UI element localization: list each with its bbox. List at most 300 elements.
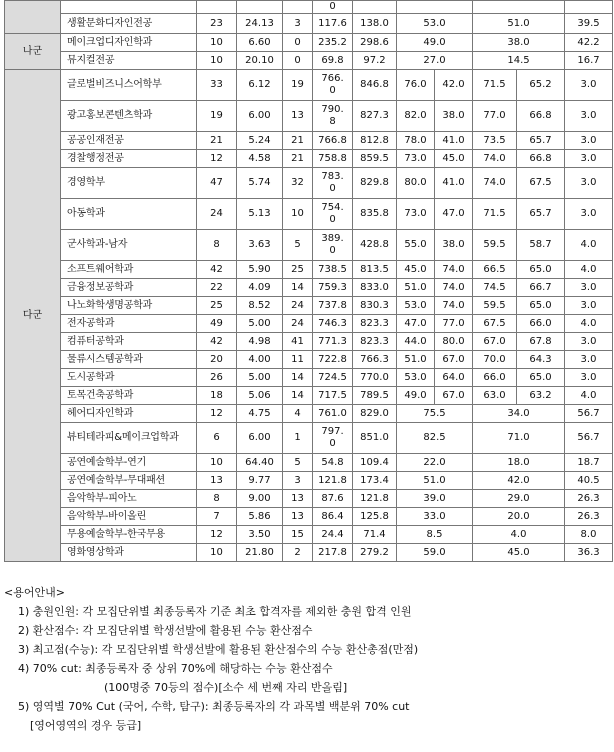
value-cell: 851.0 [353, 423, 397, 454]
group-cell: 나군 [5, 34, 61, 70]
department-cell: 공연예술학부-연기 [61, 454, 197, 472]
table-body [5, 1, 613, 562]
value-cell: 45.0 [473, 544, 565, 562]
table-row [5, 454, 613, 472]
note-2: 2) 환산점수: 각 모집단위별 학생선발에 활용된 수능 환산점수 [18, 624, 313, 637]
value-cell: 14 [283, 369, 313, 387]
value-cell: 8.52 [237, 297, 283, 315]
value-cell: 54.8 [313, 454, 353, 472]
value-cell: 63.0 [473, 387, 517, 405]
value-cell: 13 [283, 508, 313, 526]
value-cell: 790. 8 [313, 101, 353, 132]
value-cell: 121.8 [353, 490, 397, 508]
value-cell [237, 1, 283, 14]
value-cell: 70.0 [473, 351, 517, 369]
value-cell: 0 [283, 34, 313, 52]
glossary-notes [4, 583, 610, 735]
value-cell: 53.0 [397, 297, 435, 315]
value-cell: 73.0 [397, 199, 435, 230]
table-row [5, 101, 613, 132]
value-cell: 13 [197, 472, 237, 490]
value-cell: 42.0 [435, 70, 473, 101]
value-cell: 86.4 [313, 508, 353, 526]
value-cell: 66.8 [517, 150, 565, 168]
value-cell: 41 [283, 333, 313, 351]
value-cell: 3.0 [565, 70, 613, 101]
department-cell: 도시공학과 [61, 369, 197, 387]
table-row [5, 387, 613, 405]
value-cell [353, 1, 397, 14]
value-cell: 39.0 [397, 490, 473, 508]
value-cell: 3.0 [565, 150, 613, 168]
value-cell [283, 1, 313, 14]
value-cell: 64.0 [435, 369, 473, 387]
value-cell: 67.0 [473, 333, 517, 351]
value-cell: 33.0 [397, 508, 473, 526]
note-4: 4) 70% cut: 최종등록자 중 상위 70%에 해당하는 수능 환산점수 [18, 662, 333, 675]
value-cell: 75.5 [397, 405, 473, 423]
value-cell: 11 [283, 351, 313, 369]
glossary-heading: <용어안내> [4, 586, 65, 599]
value-cell: 63.2 [517, 387, 565, 405]
value-cell: 29.0 [473, 490, 565, 508]
value-cell: 12 [197, 526, 237, 544]
value-cell: 823.3 [353, 315, 397, 333]
value-cell: 40.5 [565, 472, 613, 490]
value-cell: 4.0 [565, 230, 613, 261]
value-cell: 53.0 [397, 369, 435, 387]
value-cell: 16.7 [565, 52, 613, 70]
table-row [5, 52, 613, 70]
value-cell: 82.0 [397, 101, 435, 132]
value-cell: 65.2 [517, 70, 565, 101]
value-cell: 64.40 [237, 454, 283, 472]
value-cell: 74.0 [473, 168, 517, 199]
value-cell: 42.2 [565, 34, 613, 52]
value-cell: 125.8 [353, 508, 397, 526]
value-cell: 173.4 [353, 472, 397, 490]
value-cell: 71.0 [473, 423, 565, 454]
value-cell: 14.5 [473, 52, 565, 70]
table-row [5, 132, 613, 150]
department-cell: 군사학과-남자 [61, 230, 197, 261]
value-cell: 8 [197, 230, 237, 261]
value-cell: 717.5 [313, 387, 353, 405]
value-cell: 53.0 [397, 14, 473, 34]
value-cell: 45.0 [397, 261, 435, 279]
note-5: 5) 영역별 70% Cut (국어, 수학, 탐구): 최종등록자의 각 과목별 백분위 70% cut [18, 700, 410, 713]
department-cell: 음악학부-바이올린 [61, 508, 197, 526]
value-cell: 24.13 [237, 14, 283, 34]
value-cell: 9.00 [237, 490, 283, 508]
value-cell: 47 [197, 168, 237, 199]
department-cell: 컴퓨터공학과 [61, 333, 197, 351]
value-cell: 5.24 [237, 132, 283, 150]
value-cell: 389. 0 [313, 230, 353, 261]
value-cell: 789.5 [353, 387, 397, 405]
department-cell: 토목건축공학과 [61, 387, 197, 405]
table-row [5, 472, 613, 490]
value-cell: 9.77 [237, 472, 283, 490]
value-cell: 8 [197, 490, 237, 508]
value-cell: 10 [197, 544, 237, 562]
table-row [5, 230, 613, 261]
value-cell: 18 [197, 387, 237, 405]
department-cell: 물류시스템공학과 [61, 351, 197, 369]
value-cell: 65.7 [517, 199, 565, 230]
table-row [5, 168, 613, 199]
value-cell: 87.6 [313, 490, 353, 508]
value-cell: 846.8 [353, 70, 397, 101]
value-cell: 71.5 [473, 199, 517, 230]
value-cell: 3.0 [565, 279, 613, 297]
value-cell [565, 1, 613, 14]
value-cell: 21 [283, 150, 313, 168]
department-cell: 공연예술학부-무대패션 [61, 472, 197, 490]
value-cell: 7 [197, 508, 237, 526]
value-cell: 47.0 [435, 199, 473, 230]
value-cell: 77.0 [435, 315, 473, 333]
value-cell: 66.5 [473, 261, 517, 279]
value-cell: 77.0 [473, 101, 517, 132]
value-cell: 71.4 [353, 526, 397, 544]
value-cell: 42 [197, 261, 237, 279]
value-cell: 51.0 [397, 351, 435, 369]
value-cell [397, 1, 473, 14]
table-row [5, 508, 613, 526]
note-1: 1) 충원인원: 각 모집단위별 최종등록자 기준 최초 합격자를 제외한 충원 합격 인원 [18, 605, 412, 618]
value-cell: 67.5 [517, 168, 565, 199]
value-cell: 3.0 [565, 199, 613, 230]
value-cell: 4 [283, 405, 313, 423]
note-3: 3) 최고점(수능): 각 모집단위별 학생선발에 활용된 환산점수의 수능 환산총점(만점) [18, 643, 419, 656]
table-row [5, 351, 613, 369]
value-cell: 0 [313, 1, 353, 14]
value-cell: 33 [197, 70, 237, 101]
value-cell: 835.8 [353, 199, 397, 230]
admission-results-table [4, 0, 613, 562]
value-cell: 25 [197, 297, 237, 315]
value-cell: 74.0 [473, 150, 517, 168]
department-cell: 메이크업디자인학과 [61, 34, 197, 52]
value-cell: 24 [283, 297, 313, 315]
table-row [5, 150, 613, 168]
table-row [5, 261, 613, 279]
value-cell: 3.0 [565, 297, 613, 315]
value-cell: 13 [283, 490, 313, 508]
value-cell: 67.5 [473, 315, 517, 333]
value-cell: 3.0 [565, 168, 613, 199]
value-cell: 56.7 [565, 405, 613, 423]
value-cell: 41.0 [435, 168, 473, 199]
value-cell: 859.5 [353, 150, 397, 168]
value-cell [197, 1, 237, 14]
value-cell: 217.8 [313, 544, 353, 562]
group-cell: 다군 [5, 70, 61, 562]
value-cell: 73.0 [397, 150, 435, 168]
department-cell: 아동학과 [61, 199, 197, 230]
value-cell: 5.86 [237, 508, 283, 526]
value-cell: 55.0 [397, 230, 435, 261]
value-cell: 22.0 [397, 454, 473, 472]
value-cell: 49.0 [397, 387, 435, 405]
value-cell: 830.3 [353, 297, 397, 315]
department-cell: 글로벌비즈니스어학부 [61, 70, 197, 101]
value-cell: 761.0 [313, 405, 353, 423]
table-row [5, 405, 613, 423]
value-cell: 74.0 [435, 279, 473, 297]
value-cell: 24 [283, 315, 313, 333]
value-cell: 74.0 [435, 261, 473, 279]
department-cell: 경찰행정전공 [61, 150, 197, 168]
value-cell: 235.2 [313, 34, 353, 52]
value-cell: 38.0 [473, 34, 565, 52]
value-cell: 758.8 [313, 150, 353, 168]
value-cell: 279.2 [353, 544, 397, 562]
value-cell: 3.63 [237, 230, 283, 261]
table-row [5, 14, 613, 34]
value-cell: 0 [283, 52, 313, 70]
value-cell: 5.90 [237, 261, 283, 279]
value-cell: 64.3 [517, 351, 565, 369]
value-cell: 67.8 [517, 333, 565, 351]
value-cell: 3.0 [565, 333, 613, 351]
value-cell: 42.0 [473, 472, 565, 490]
table-row [5, 1, 613, 14]
value-cell: 1 [283, 423, 313, 454]
value-cell: 38.0 [435, 230, 473, 261]
value-cell: 6.60 [237, 34, 283, 52]
department-cell: 금융정보공학과 [61, 279, 197, 297]
value-cell: 3.0 [565, 101, 613, 132]
value-cell: 69.8 [313, 52, 353, 70]
value-cell: 59.5 [473, 230, 517, 261]
value-cell: 3 [283, 14, 313, 34]
value-cell: 766.3 [353, 351, 397, 369]
value-cell: 20 [197, 351, 237, 369]
value-cell: 12 [197, 405, 237, 423]
value-cell: 5.06 [237, 387, 283, 405]
department-cell: 헤어디자인학과 [61, 405, 197, 423]
value-cell: 138.0 [353, 14, 397, 34]
value-cell: 3.50 [237, 526, 283, 544]
value-cell: 8.5 [397, 526, 473, 544]
value-cell: 51.0 [473, 14, 565, 34]
value-cell: 4.75 [237, 405, 283, 423]
value-cell: 14 [283, 279, 313, 297]
value-cell: 65.0 [517, 261, 565, 279]
group-cell [5, 1, 61, 34]
value-cell: 4.98 [237, 333, 283, 351]
value-cell: 80.0 [397, 168, 435, 199]
table-row [5, 279, 613, 297]
value-cell: 771.3 [313, 333, 353, 351]
value-cell: 73.5 [473, 132, 517, 150]
table-row [5, 315, 613, 333]
value-cell: 829.8 [353, 168, 397, 199]
value-cell: 722.8 [313, 351, 353, 369]
value-cell: 783. 0 [313, 168, 353, 199]
table-row [5, 199, 613, 230]
value-cell: 4.58 [237, 150, 283, 168]
value-cell: 42 [197, 333, 237, 351]
table-row [5, 526, 613, 544]
value-cell: 74.5 [473, 279, 517, 297]
value-cell: 80.0 [435, 333, 473, 351]
value-cell: 738.5 [313, 261, 353, 279]
value-cell: 32 [283, 168, 313, 199]
value-cell: 97.2 [353, 52, 397, 70]
value-cell: 24 [197, 199, 237, 230]
value-cell: 109.4 [353, 454, 397, 472]
value-cell: 766. 0 [313, 70, 353, 101]
value-cell: 428.8 [353, 230, 397, 261]
value-cell: 67.0 [435, 351, 473, 369]
department-cell: 공공인재전공 [61, 132, 197, 150]
value-cell: 59.5 [473, 297, 517, 315]
value-cell: 3 [283, 472, 313, 490]
value-cell: 13 [283, 101, 313, 132]
value-cell: 59.0 [397, 544, 473, 562]
value-cell: 3.0 [565, 351, 613, 369]
value-cell: 24.4 [313, 526, 353, 544]
value-cell: 51.0 [397, 472, 473, 490]
department-cell [61, 1, 197, 14]
value-cell: 25 [283, 261, 313, 279]
value-cell: 41.0 [435, 132, 473, 150]
value-cell: 6.12 [237, 70, 283, 101]
value-cell: 26.3 [565, 508, 613, 526]
value-cell: 23 [197, 14, 237, 34]
value-cell: 49 [197, 315, 237, 333]
department-cell: 생활문화디자인전공 [61, 14, 197, 34]
value-cell: 66.8 [517, 101, 565, 132]
value-cell: 4.0 [565, 261, 613, 279]
value-cell: 19 [283, 70, 313, 101]
department-cell: 무용예술학부-한국무용 [61, 526, 197, 544]
value-cell: 66.0 [517, 315, 565, 333]
value-cell: 36.3 [565, 544, 613, 562]
value-cell: 3.0 [565, 369, 613, 387]
value-cell: 4.0 [565, 315, 613, 333]
department-cell: 전자공학과 [61, 315, 197, 333]
department-cell: 뮤지컬전공 [61, 52, 197, 70]
value-cell: 18.7 [565, 454, 613, 472]
value-cell: 65.7 [517, 132, 565, 150]
value-cell: 2 [283, 544, 313, 562]
value-cell: 6 [197, 423, 237, 454]
value-cell: 21 [197, 132, 237, 150]
value-cell: 737.8 [313, 297, 353, 315]
value-cell: 10 [197, 52, 237, 70]
table-row [5, 34, 613, 52]
value-cell: 22 [197, 279, 237, 297]
value-cell: 813.5 [353, 261, 397, 279]
value-cell: 51.0 [397, 279, 435, 297]
table-row [5, 297, 613, 315]
value-cell: 833.0 [353, 279, 397, 297]
value-cell: 65.0 [517, 297, 565, 315]
value-cell: 82.5 [397, 423, 473, 454]
value-cell: 47.0 [397, 315, 435, 333]
table-row [5, 423, 613, 454]
value-cell: 67.0 [435, 387, 473, 405]
value-cell: 20.0 [473, 508, 565, 526]
value-cell: 117.6 [313, 14, 353, 34]
value-cell: 26.3 [565, 490, 613, 508]
value-cell: 829.0 [353, 405, 397, 423]
table-row [5, 333, 613, 351]
value-cell: 3.0 [565, 132, 613, 150]
note-4-detail: (100명중 70등의 점수)[소수 세 번째 자리 반올림] [104, 681, 348, 694]
value-cell: 38.0 [435, 101, 473, 132]
department-cell: 나노화학생명공학과 [61, 297, 197, 315]
department-cell: 경영학부 [61, 168, 197, 199]
value-cell: 21 [283, 132, 313, 150]
value-cell: 14 [283, 387, 313, 405]
value-cell: 4.0 [565, 387, 613, 405]
note-5-detail: [영어영역의 경우 등급] [30, 719, 142, 732]
value-cell: 121.8 [313, 472, 353, 490]
value-cell: 10 [197, 454, 237, 472]
value-cell: 797. 0 [313, 423, 353, 454]
value-cell: 34.0 [473, 405, 565, 423]
value-cell: 298.6 [353, 34, 397, 52]
value-cell: 4.0 [473, 526, 565, 544]
value-cell: 39.5 [565, 14, 613, 34]
department-cell: 소프트웨어학과 [61, 261, 197, 279]
value-cell: 5 [283, 230, 313, 261]
value-cell: 19 [197, 101, 237, 132]
value-cell: 10 [197, 34, 237, 52]
value-cell: 6.00 [237, 423, 283, 454]
value-cell: 21.80 [237, 544, 283, 562]
value-cell: 759.3 [313, 279, 353, 297]
value-cell: 66.7 [517, 279, 565, 297]
value-cell: 65.0 [517, 369, 565, 387]
value-cell: 12 [197, 150, 237, 168]
table-row [5, 70, 613, 101]
value-cell: 10 [283, 199, 313, 230]
value-cell: 746.3 [313, 315, 353, 333]
value-cell: 44.0 [397, 333, 435, 351]
value-cell: 6.00 [237, 101, 283, 132]
value-cell: 45.0 [435, 150, 473, 168]
department-cell: 영화영상학과 [61, 544, 197, 562]
value-cell: 76.0 [397, 70, 435, 101]
value-cell: 78.0 [397, 132, 435, 150]
value-cell: 5 [283, 454, 313, 472]
value-cell: 5.00 [237, 315, 283, 333]
value-cell: 827.3 [353, 101, 397, 132]
table-row [5, 544, 613, 562]
value-cell: 766.8 [313, 132, 353, 150]
value-cell: 20.10 [237, 52, 283, 70]
value-cell: 5.00 [237, 369, 283, 387]
value-cell: 724.5 [313, 369, 353, 387]
value-cell: 8.0 [565, 526, 613, 544]
value-cell: 66.0 [473, 369, 517, 387]
value-cell: 18.0 [473, 454, 565, 472]
value-cell: 5.74 [237, 168, 283, 199]
table-row [5, 490, 613, 508]
table-row [5, 369, 613, 387]
value-cell: 15 [283, 526, 313, 544]
value-cell: 812.8 [353, 132, 397, 150]
value-cell: 4.09 [237, 279, 283, 297]
value-cell: 754. 0 [313, 199, 353, 230]
value-cell: 26 [197, 369, 237, 387]
